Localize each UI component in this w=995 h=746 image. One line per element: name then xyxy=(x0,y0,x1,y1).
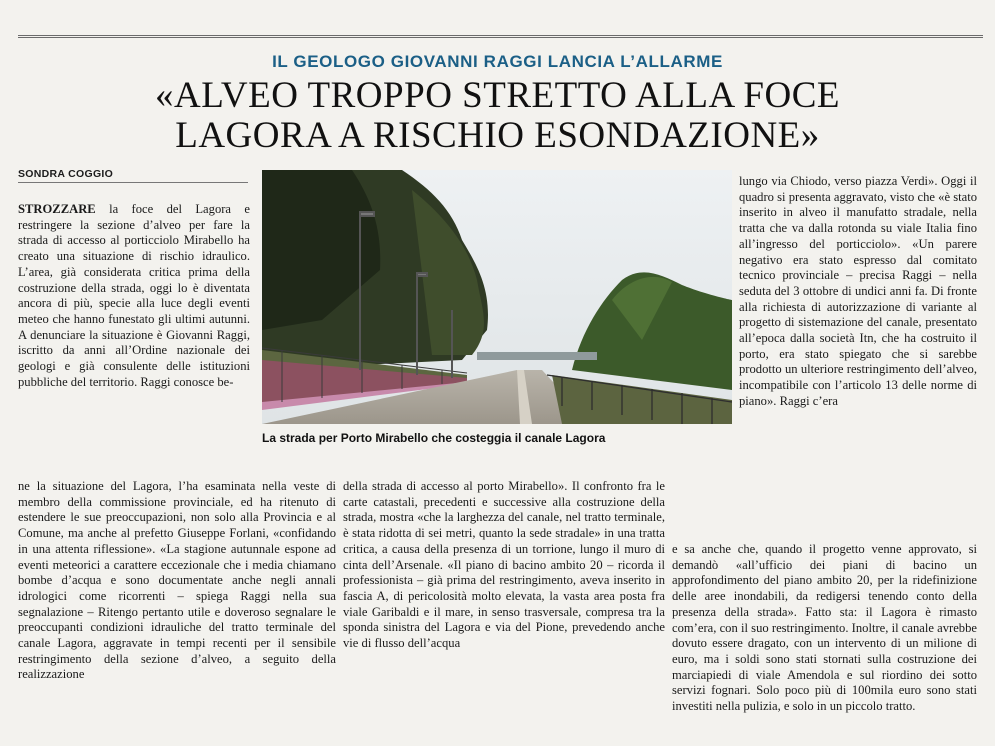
photo-caption: La strada per Porto Mirabello che costeggia il canale Lagora xyxy=(262,431,606,445)
article-column-1-top xyxy=(18,202,250,390)
article-column-2 xyxy=(343,479,665,652)
column-text: la foce del Lagora e restringere la sezione d’alveo per fare la strada di accesso al porticciolo Mirabello ha creato una situazione di rischio idraulico. L’area, già considerata critica prima della costruzione della strada, oggi lo è diventata ancora di più, specie alla luce degli eventi meteo che hanno funestato gli ultimi autunni. A denunciare la situazione è Giovanni Raggi, iscritto da anni all’Ordine nazionale dei geologi e già consulente delle istituzioni pubbliche del territorio. Raggi conosce be- xyxy=(18,202,250,389)
column-text: ne la situazione del Lagora, l’ha esaminata nella veste di membro della commissione provinciale, ed ha ritenuto di estendere le sue preoccupazioni, non solo alla Provincia e al Comune, ma anche al prefetto Giuseppe Forlani, «confidando in una attenta riflessione». «La stagione autunnale espone ad eventi meteorici a carattere eccezionale che i media chiamano bombe d’acqua e sono documentate anche negli annali idrologici come ricorrenti – spiega Raggi nella sua segnalazione – Ritengo pertanto utile e doveroso segnalare le preoccupanti condizioni idrauliche del tratto terminale del canale Lagora, aggravate in tempi recenti per il sensibile restringimento della sezione d’alveo, a seguito della realizzazione xyxy=(18,479,336,682)
column-text: lungo via Chiodo, verso piazza Verdi». Oggi il quadro si presenta aggravato, visto che «è stato inserito in alveo il manufatto stradale, nella tratta che va dalla rotonda su viale Italia fino all’ingresso del porticciolo». «Un parere negativo era stato espresso dal comitato tecnico provinciale – precisa Raggi – nella seduta del 3 ottobre di undici anni fa. Di fronte alla richiesta di autorizzazione di variante al progetto di sistemazione del canale, presentato all’epoca dalla società Itn, che ha costruito il porto, era stato spiegato che si sarebbe prodotto un ulteriore restringimento dell’alveo, incompatibile con l’articolo 13 delle norme di piano». Raggi c’era xyxy=(739,174,977,408)
article-column-3-bottom xyxy=(672,542,977,715)
headline-line-1: «ALVEO TROPPO STRETTO ALLA FOCE xyxy=(154,75,841,116)
lead-word: STROZZARE xyxy=(18,202,96,216)
byline-rule xyxy=(18,182,248,183)
article-column-3-top xyxy=(739,174,977,410)
article-headline xyxy=(0,76,995,156)
article-kicker: IL GEOLOGO GIOVANNI RAGGI LANCIA L’ALLARME xyxy=(272,52,723,71)
article-column-1-bottom xyxy=(18,479,336,683)
article-photo xyxy=(262,170,732,424)
byline: SONDRA COGGIO xyxy=(18,168,114,180)
top-double-rule xyxy=(18,35,983,38)
column-text: della strada di accesso al porto Mirabello». Il confronto fra le carte catastali, precedenti e successive alla costruzione della strada, mostra «che la larghezza del canale, nel tratto terminale, è stata ridotta di sei metri, quanto la sede stradale» in una tratta critica, a causa della presenza di un torrione, lungo il muro di cinta dell’Arsenale. «Il piano di bacino ambito 20 – ricorda il professionista – già prima del restringimento, aveva inserito in fascia A, di pericolosità molto elevata, la vasta area posta fra viale Garibaldi e il mare, in senso trasversale, compresa tra la sponda sinistra del Lagora e via del Pione, prevedendo anche vie di flusso dell’acqua xyxy=(343,479,665,651)
headline-line-2: LAGORA A RISCHIO ESONDAZIONE» xyxy=(175,115,820,156)
column-text: e sa anche che, quando il progetto venne approvato, si demandò «all’ufficio dei piani di bacino un approfondimento del piano ambito 20, per la ridefinizione delle aree inondabili, da redigersi tenendo conto della presenza della strada». Fatto sta: il Lagora è rimasto com’era, con il suo restringimento. Inoltre, il canale avrebbe dovuto essere dragato, con un intervento di un milione di euro, ma i soldi sono stati stornati sulla costruzione dei marciapiedi di viale Amendola e sul riordino dei sotto servizi fognari. Solo poco più di 100mila euro sono stati investiti nella pulizia, e solo in un piccolo tratto. xyxy=(672,542,977,714)
photo-canal-road xyxy=(262,170,732,424)
